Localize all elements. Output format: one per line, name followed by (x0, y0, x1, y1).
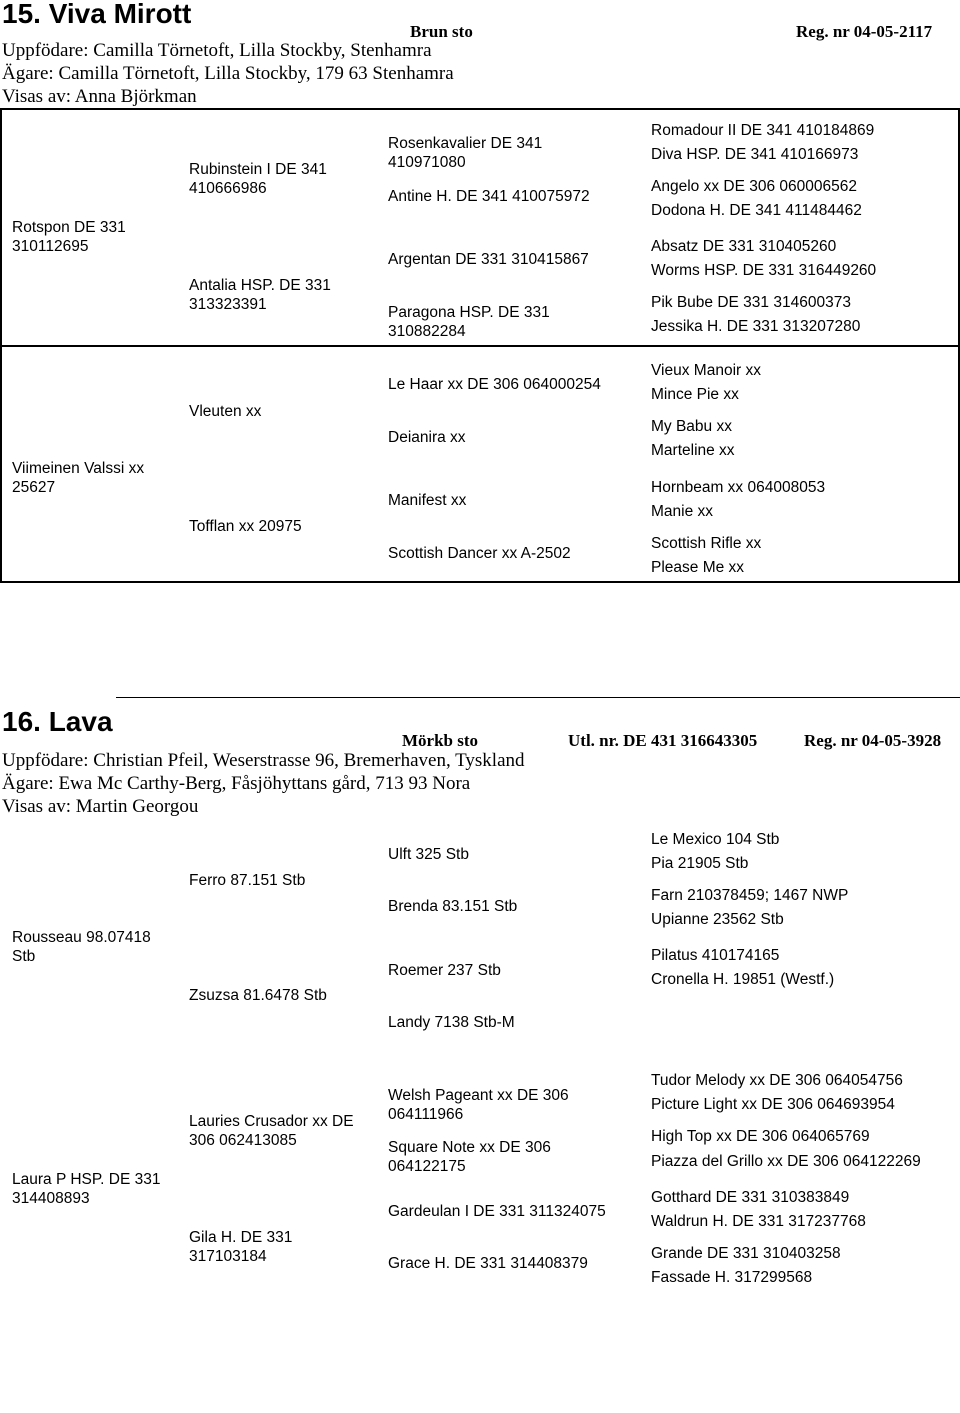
registration-number: Reg. nr 04-05-3928 (804, 731, 942, 750)
entry-title: 15. Viva Mirott (2, 0, 192, 29)
great-grandparent: Rosenkavalier DE 341 410971080 (388, 135, 543, 171)
g4-ancestor: Marteline xx (651, 442, 735, 459)
g4-ancestor: Diva HSP. DE 341 410166973 (651, 146, 859, 163)
great-grandparent: Scottish Dancer xx A-2502 (388, 545, 571, 562)
g4-ancestor: Please Me xx (651, 559, 745, 576)
entry-title: 16. Lava (2, 706, 113, 737)
great-grandparent: Ulft 325 Stb (388, 846, 469, 863)
g4-ancestor: Pilatus 410174165 (651, 947, 780, 964)
paternal-grandsire: Ferro 87.151 Stb (189, 872, 306, 889)
g4-ancestor: Tudor Melody xx DE 306 064054756 (651, 1072, 903, 1089)
g4-ancestor: Absatz DE 331 310405260 (651, 238, 837, 255)
divider (0, 345, 960, 347)
great-grandparent: Antine H. DE 341 410075972 (388, 188, 590, 205)
entry-separator (116, 697, 960, 698)
breeder: Uppfödare: Camilla Törnetoft, Lilla Stockby, Stenhamra (2, 40, 432, 61)
great-grandparent: Deianira xx (388, 429, 466, 446)
great-grandparent: Roemer 237 Stb (388, 962, 501, 979)
g4-ancestor: Waldrun H. DE 331 317237768 (651, 1213, 866, 1230)
shown-by: Visas av: Anna Björkman (2, 86, 197, 107)
g4-ancestor: Scottish Rifle xx (651, 535, 762, 552)
g4-ancestor: Angelo xx DE 306 060006562 (651, 178, 857, 195)
great-grandparent: Paragona HSP. DE 331 310882284 (388, 304, 550, 340)
g4-ancestor: Upianne 23562 Stb (651, 911, 784, 928)
great-grandparent: Welsh Pageant xx DE 306 064111966 (388, 1087, 569, 1123)
great-grandparent: Manifest xx (388, 492, 467, 509)
great-grandparent: Grace H. DE 331 314408379 (388, 1255, 588, 1272)
great-grandparent: Gardeulan I DE 331 311324075 (388, 1203, 606, 1220)
great-grandparent: Brenda 83.151 Stb (388, 898, 518, 915)
g4-ancestor: Dodona H. DE 341 411484462 (651, 202, 862, 219)
great-grandparent: Argentan DE 331 310415867 (388, 251, 589, 268)
horse-color: Brun sto (410, 22, 473, 41)
g4-ancestor: High Top xx DE 306 064065769 (651, 1128, 870, 1145)
registration-number: Reg. nr 04-05-2117 (796, 22, 933, 41)
dam: Viimeinen Valssi xx 25627 (12, 460, 145, 496)
paternal-granddam: Zsuzsa 81.6478 Stb (189, 987, 327, 1004)
breeder: Uppfödare: Christian Pfeil, Weserstrasse 96, Bremerhaven, Tyskland (2, 750, 525, 771)
g4-ancestor: Worms HSP. DE 331 316449260 (651, 262, 877, 279)
paternal-grandsire: Rubinstein I DE 341 410666986 (189, 161, 327, 197)
great-grandparent: Le Haar xx DE 306 064000254 (388, 376, 601, 393)
maternal-grandsire: Lauries Crusador xx DE 306 062413085 (189, 1113, 354, 1149)
dam: Laura P HSP. DE 331 314408893 (12, 1171, 161, 1207)
owner: Ägare: Ewa Mc Carthy-Berg, Fåsjöhyttans gård, 713 93 Nora (2, 773, 471, 794)
shown-by: Visas av: Martin Georgou (2, 796, 199, 817)
maternal-granddam: Tofflan xx 20975 (189, 518, 302, 535)
owner: Ägare: Camilla Törnetoft, Lilla Stockby, 179 63 Stenhamra (2, 63, 454, 84)
g4-ancestor: Romadour II DE 341 410184869 (651, 122, 875, 139)
g4-ancestor: My Babu xx (651, 418, 732, 435)
g4-ancestor: Farn 210378459; 1467 NWP (651, 887, 849, 904)
g4-ancestor: Mince Pie xx (651, 386, 739, 403)
g4-ancestor: Fassade H. 317299568 (651, 1269, 813, 1286)
paternal-granddam: Antalia HSP. DE 331 313323391 (189, 277, 331, 313)
g4-ancestor: Grande DE 331 310403258 (651, 1245, 841, 1262)
great-grandparent: Landy 7138 Stb-M (388, 1014, 515, 1031)
sire: Rousseau 98.07418 Stb (12, 929, 151, 965)
maternal-granddam: Gila H. DE 331 317103184 (189, 1229, 293, 1265)
g4-ancestor: Manie xx (651, 503, 714, 520)
horse-color: Mörkb sto (402, 731, 479, 750)
g4-ancestor: Pik Bube DE 331 314600373 (651, 294, 851, 311)
sire: Rotspon DE 331 310112695 (12, 219, 126, 255)
g4-ancestor: Jessika H. DE 331 313207280 (651, 318, 861, 335)
great-grandparent: Square Note xx DE 306 064122175 (388, 1139, 551, 1175)
g4-ancestor: Picture Light xx DE 306 064693954 (651, 1096, 895, 1113)
g4-ancestor: Cronella H. 19851 (Westf.) (651, 971, 835, 988)
g4-ancestor: Hornbeam xx 064008053 (651, 479, 826, 496)
maternal-grandsire: Vleuten xx (189, 403, 262, 420)
foreign-number: Utl. nr. DE 431 316643305 (568, 731, 758, 750)
g4-ancestor: Piazza del Grillo xx DE 306 064122269 (651, 1153, 921, 1170)
g4-ancestor: Pia 21905 Stb (651, 855, 749, 872)
g4-ancestor: Le Mexico 104 Stb (651, 831, 780, 848)
g4-ancestor: Vieux Manoir xx (651, 362, 761, 379)
g4-ancestor: Gotthard DE 331 310383849 (651, 1189, 850, 1206)
